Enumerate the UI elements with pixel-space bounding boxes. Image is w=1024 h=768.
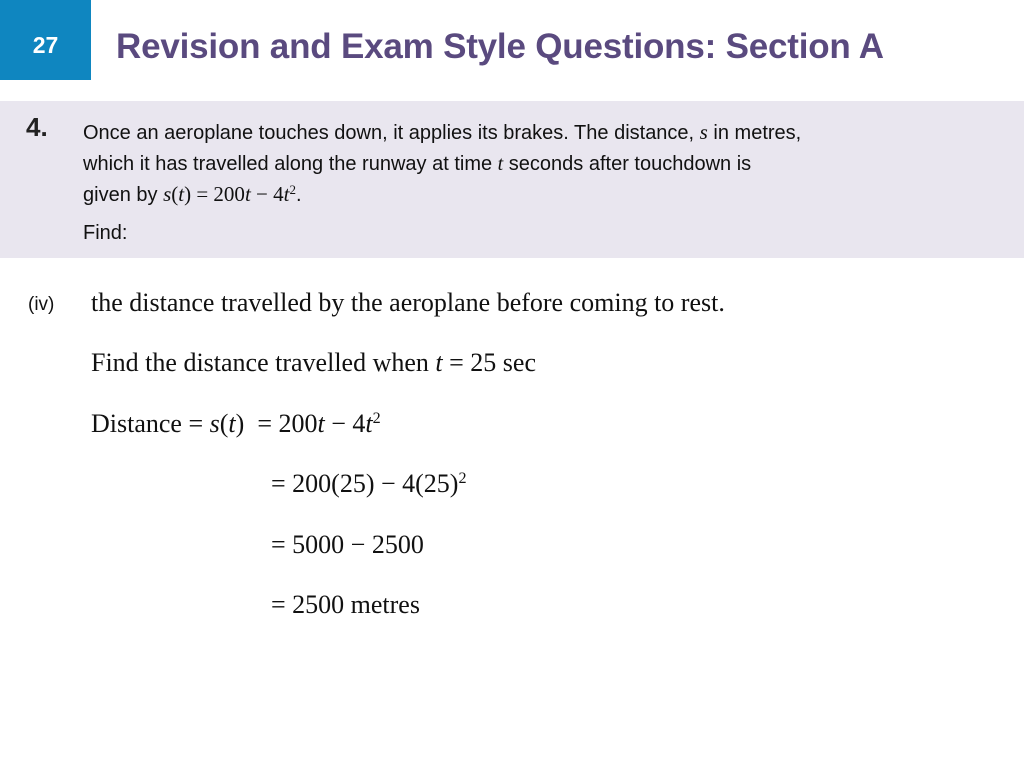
solution-step-2 [91, 409, 381, 439]
solution-step-3 [271, 469, 467, 499]
step-2-close: ) [235, 409, 245, 438]
step-3-exponent: 2 [458, 470, 467, 488]
step-2-t: t [228, 409, 236, 438]
step-3-text: = 200(25) − 4(25) [271, 469, 459, 498]
slide-number-badge [0, 0, 91, 80]
solution-step-1 [91, 348, 536, 378]
question-line-3-start: given by [83, 184, 164, 206]
step-2-t3: t [365, 409, 373, 438]
step-2-s: s [209, 409, 220, 438]
question-line-1-start: Once an aeroplane touches down, it applies its brakes. The distance, [83, 122, 700, 144]
variable-s: s [699, 120, 708, 144]
step-1-end: = 25 sec [442, 348, 537, 377]
step-2-t2: t [317, 409, 325, 438]
step-2-open: ( [219, 409, 229, 438]
part-label: (iv) [28, 294, 55, 315]
step-1-start: Find the distance travelled when [91, 348, 436, 377]
slide-number: 27 [32, 31, 59, 58]
question-line-1-end: in metres, [707, 122, 802, 144]
formula-t2: t [244, 182, 251, 206]
variable-t: t [497, 152, 504, 175]
formula-eq: = 200 [191, 182, 245, 206]
solution-step-4: = 5000 − 2500 [271, 530, 424, 559]
question-line-3-end: . [295, 184, 302, 206]
step-2-exponent: 2 [372, 410, 381, 428]
question-line-3 [83, 179, 963, 211]
solution-step-5: = 2500 metres [271, 590, 420, 619]
part-statement: the distance travelled by the aeroplane before coming to rest. [91, 288, 725, 317]
formula-close: ) [184, 182, 192, 206]
formula-exponent: 2 [289, 181, 296, 197]
find-label: Find: [83, 222, 128, 244]
formula-minus: − 4 [250, 182, 284, 206]
step-2-start: Distance = [91, 409, 210, 438]
question-text [83, 117, 963, 211]
question-line-2-start: which it has travelled along the runway at time [83, 152, 498, 175]
formula-t: t [178, 182, 185, 206]
question-number: 4. [26, 112, 48, 142]
question-line-2 [83, 149, 963, 180]
page-title: Revision and Exam Style Questions: Section A [116, 27, 884, 66]
formula-open: ( [171, 182, 179, 206]
question-line-2-end: seconds after touchdown is [503, 152, 752, 175]
question-line-1 [83, 117, 963, 149]
step-1-variable: t [435, 348, 443, 377]
step-2-eq: = 200 [244, 409, 318, 438]
step-2-minus: − 4 [324, 409, 366, 438]
formula-s: s [163, 182, 172, 206]
formula [163, 182, 296, 206]
formula-t3: t [283, 182, 290, 206]
